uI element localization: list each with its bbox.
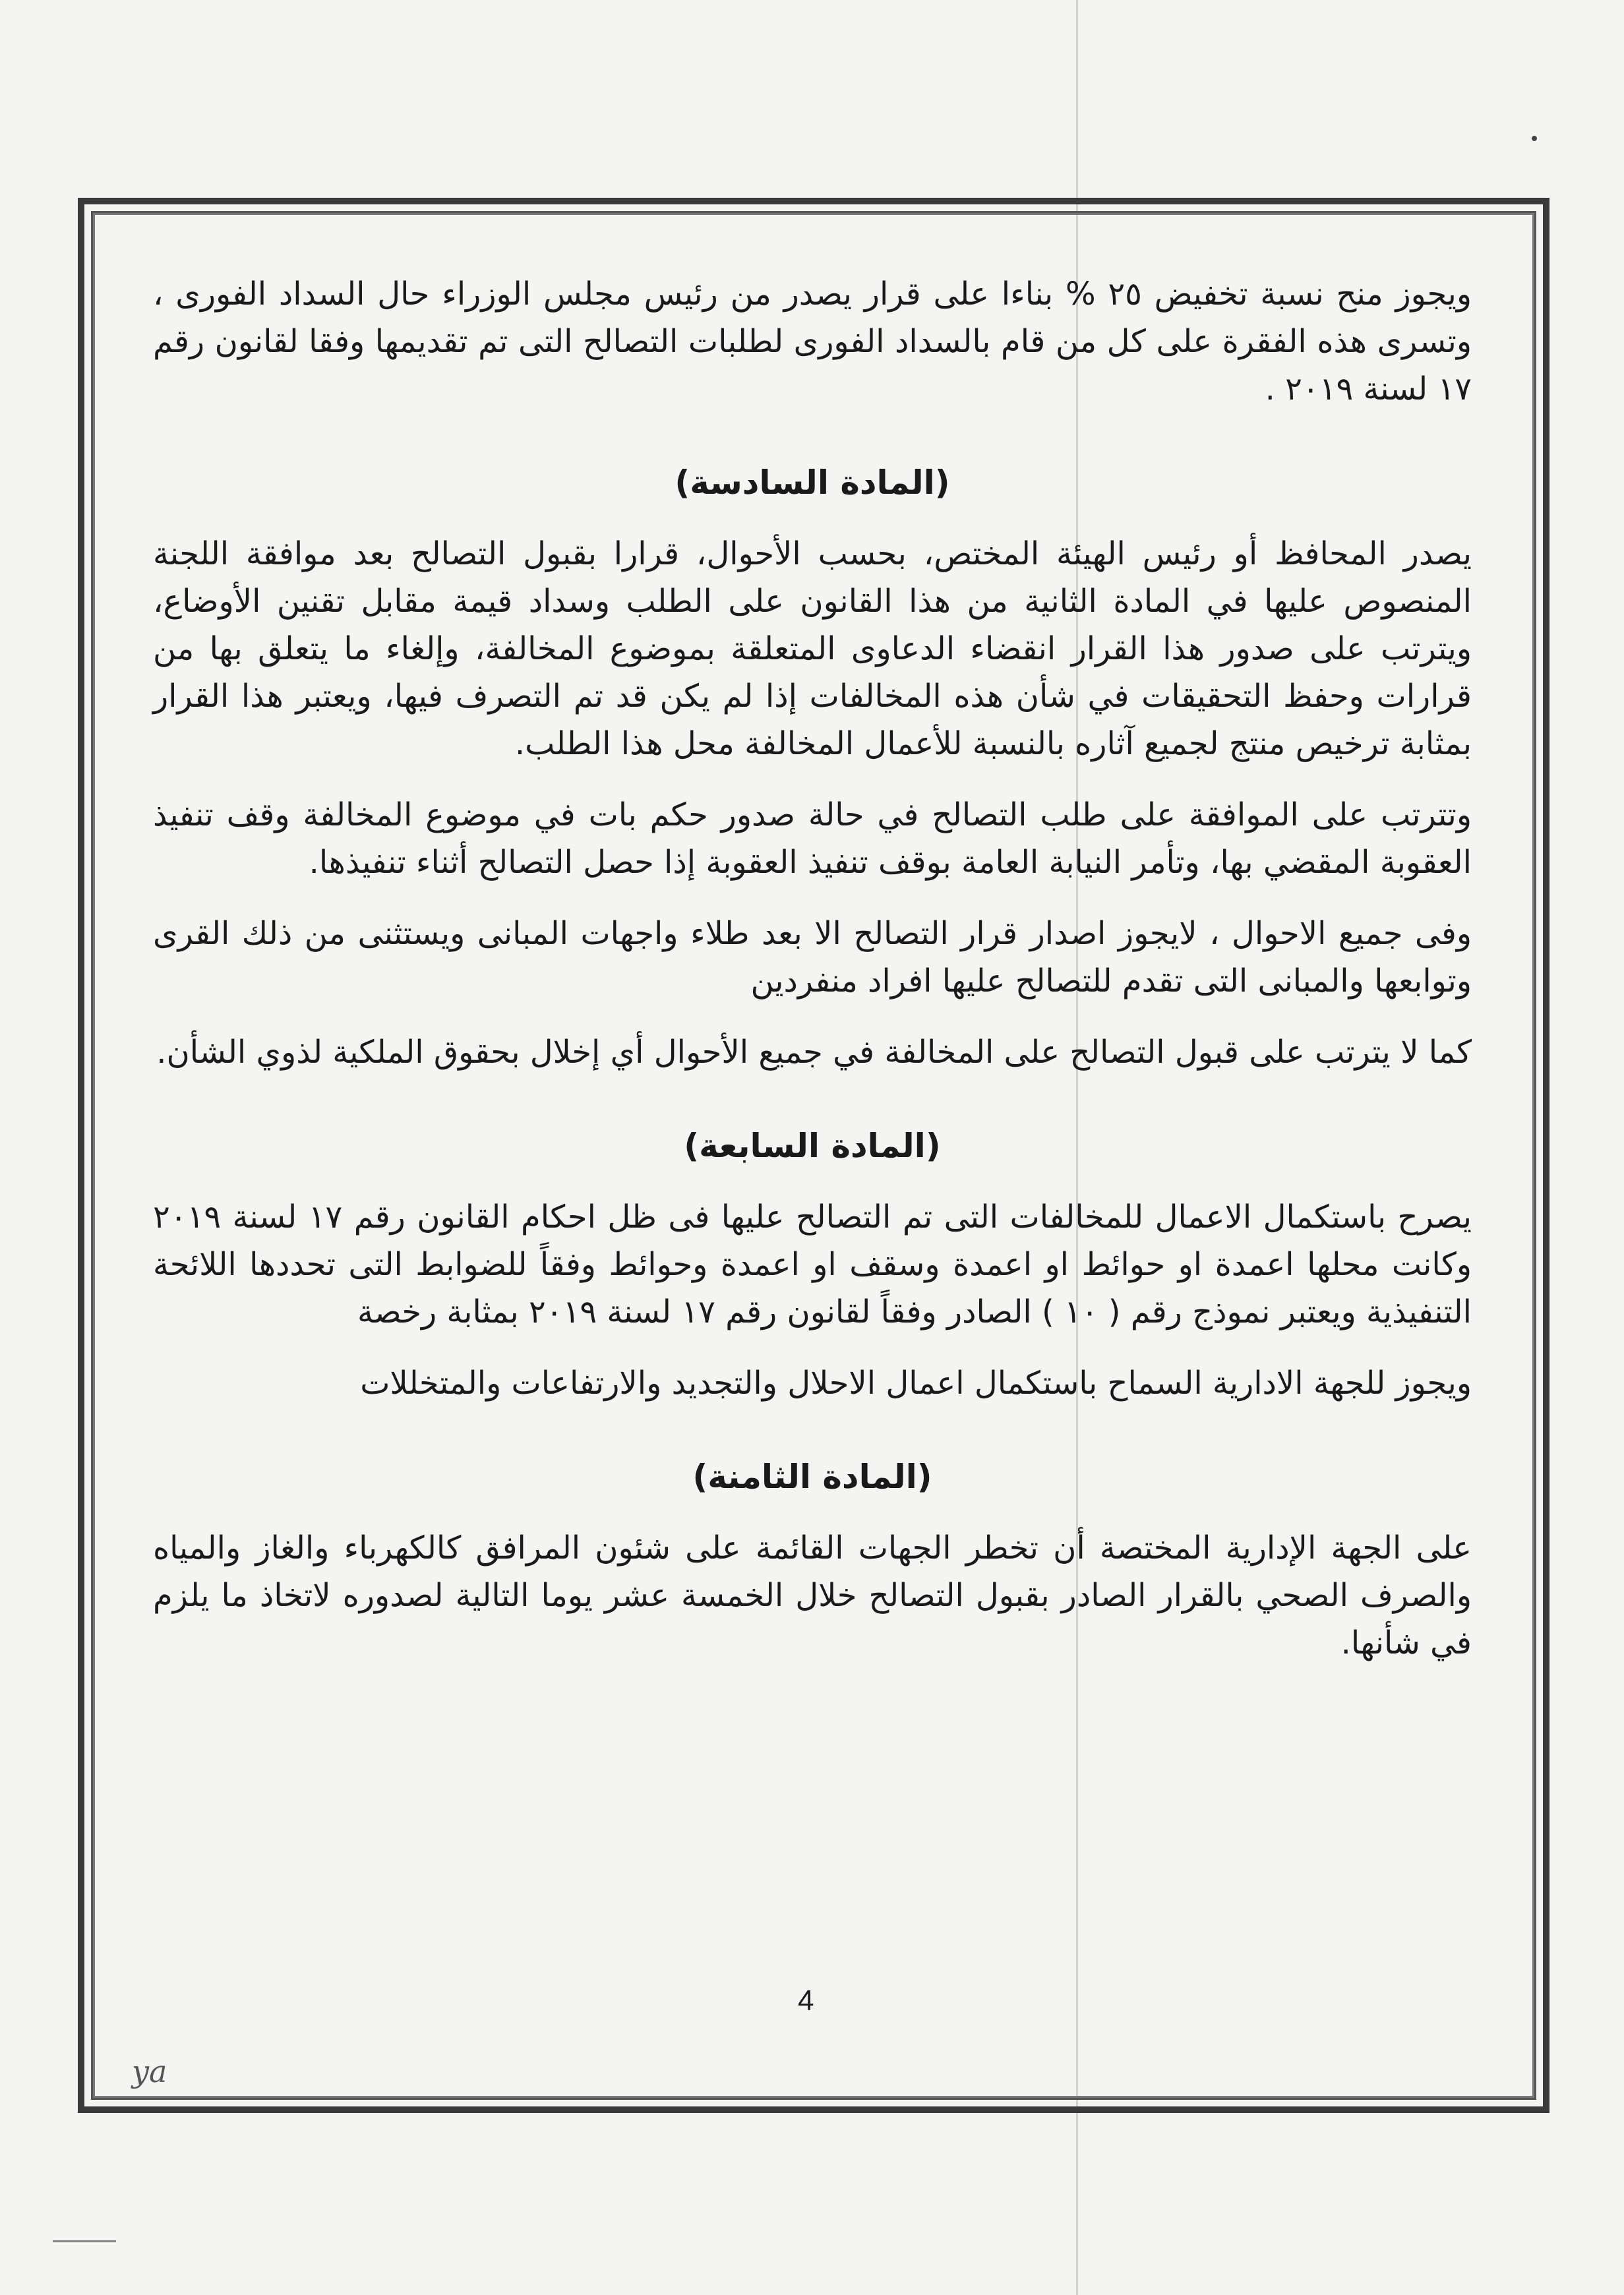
article-six-paragraph-3: وفى جميع الاحوال ، لايجوز اصدار قرار التصالح الا بعد طلاء واجهات المبانى ويستثنى من ذلك القرى وتوابعها والمبانى التى تقدم للتصالح عليها افراد منفردين [153, 915, 1472, 999]
handwritten-initials: ya [132, 2054, 167, 2089]
article-seven-paragraph-1: يصرح باستكمال الاعمال للمخالفات التى تم التصالح عليها فى ظل احكام القانون رقم ١٧ لسنة ٢٠١٩ وكانت محلها اعمدة او حوائط او اعمدة وسقف او اعمدة وحوائط وفقاً للضوابط التى تحددها اللائحة التنفيذية ويعتبر نموذج رقم ( ١٠ ) الصادر وفقاً لقانون رقم ١٧ لسنة ٢٠١٩ بمثابة رخصة [153, 1199, 1472, 1330]
article-eight-heading: (المادة الثامنة) [692, 1458, 932, 1496]
article-seven-paragraph-2: ويجوز للجهة الادارية السماح باستكمال اعمال الاحلال والتجديد والارتفاعات والمتخللات [360, 1365, 1472, 1402]
intro-paragraph: ويجوز منح نسبة تخفيض ٢٥ % بناءا على قرار يصدر من رئيس مجلس الوزراء حال السداد الفورى ، وتسرى هذه الفقرة على كل من قام بالسداد الفورى لطلبات التصالح التى تم تقديمها وفقا لقانون رقم ١٧ لسنة ٢٠١٩ . [153, 276, 1472, 407]
article-six-paragraph-4: كما لا يترتب على قبول التصالح على المخالفة في جميع الأحوال أي إخلال بحقوق الملكية لذوي الشأن. [156, 1034, 1472, 1071]
article-seven-heading: (المادة السابعة) [684, 1127, 941, 1165]
page-number: 4 [798, 1984, 814, 2017]
article-six-paragraph-2: وتترتب على الموافقة على طلب التصالح في حالة صدور حكم بات في موضوع المخالفة وقف تنفيذ العقوبة المقضي بها، وتأمر النيابة العامة بوقف تنفيذ العقوبة إذا حصل التصالح أثناء تنفيذها. [153, 796, 1472, 881]
article-six-paragraph-1: يصدر المحافظ أو رئيس الهيئة المختص، بحسب الأحوال، قرارا بقبول التصالح بعد موافقة اللجنة المنصوص عليها في المادة الثانية من هذا القانون على الطلب وسداد قيمة مقابل تقنين الأوضاع، ويترتب على صدور هذا القرار انقضاء الدعاوى المتعلقة بموضوع المخالفة، وإلغاء ما يتعلق بها من قرارات وحفظ التحقيقات في شأن هذه المخالفات إذا لم يكن قد تم التصرف فيها، ويعتبر هذا القرار بمثابة ترخيص منتج لجميع آثاره بالنسبة للأعمال المخالفة محل هذا الطلب. [153, 535, 1472, 762]
scan-speck [1532, 136, 1537, 141]
scan-mark [53, 2240, 116, 2242]
document-body [153, 270, 1472, 1690]
article-eight-paragraph-1: على الجهة الإدارية المختصة أن تخطر الجهات القائمة على شئون المرافق كالكهرباء والغاز والمياه والصرف الصحي بالقرار الصادر بقبول التصالح خلال الخمسة عشر يوما التالية لصدوره لاتخاذ ما يلزم في شأنها. [153, 1530, 1472, 1661]
article-six-heading: (المادة السادسة) [675, 463, 950, 502]
